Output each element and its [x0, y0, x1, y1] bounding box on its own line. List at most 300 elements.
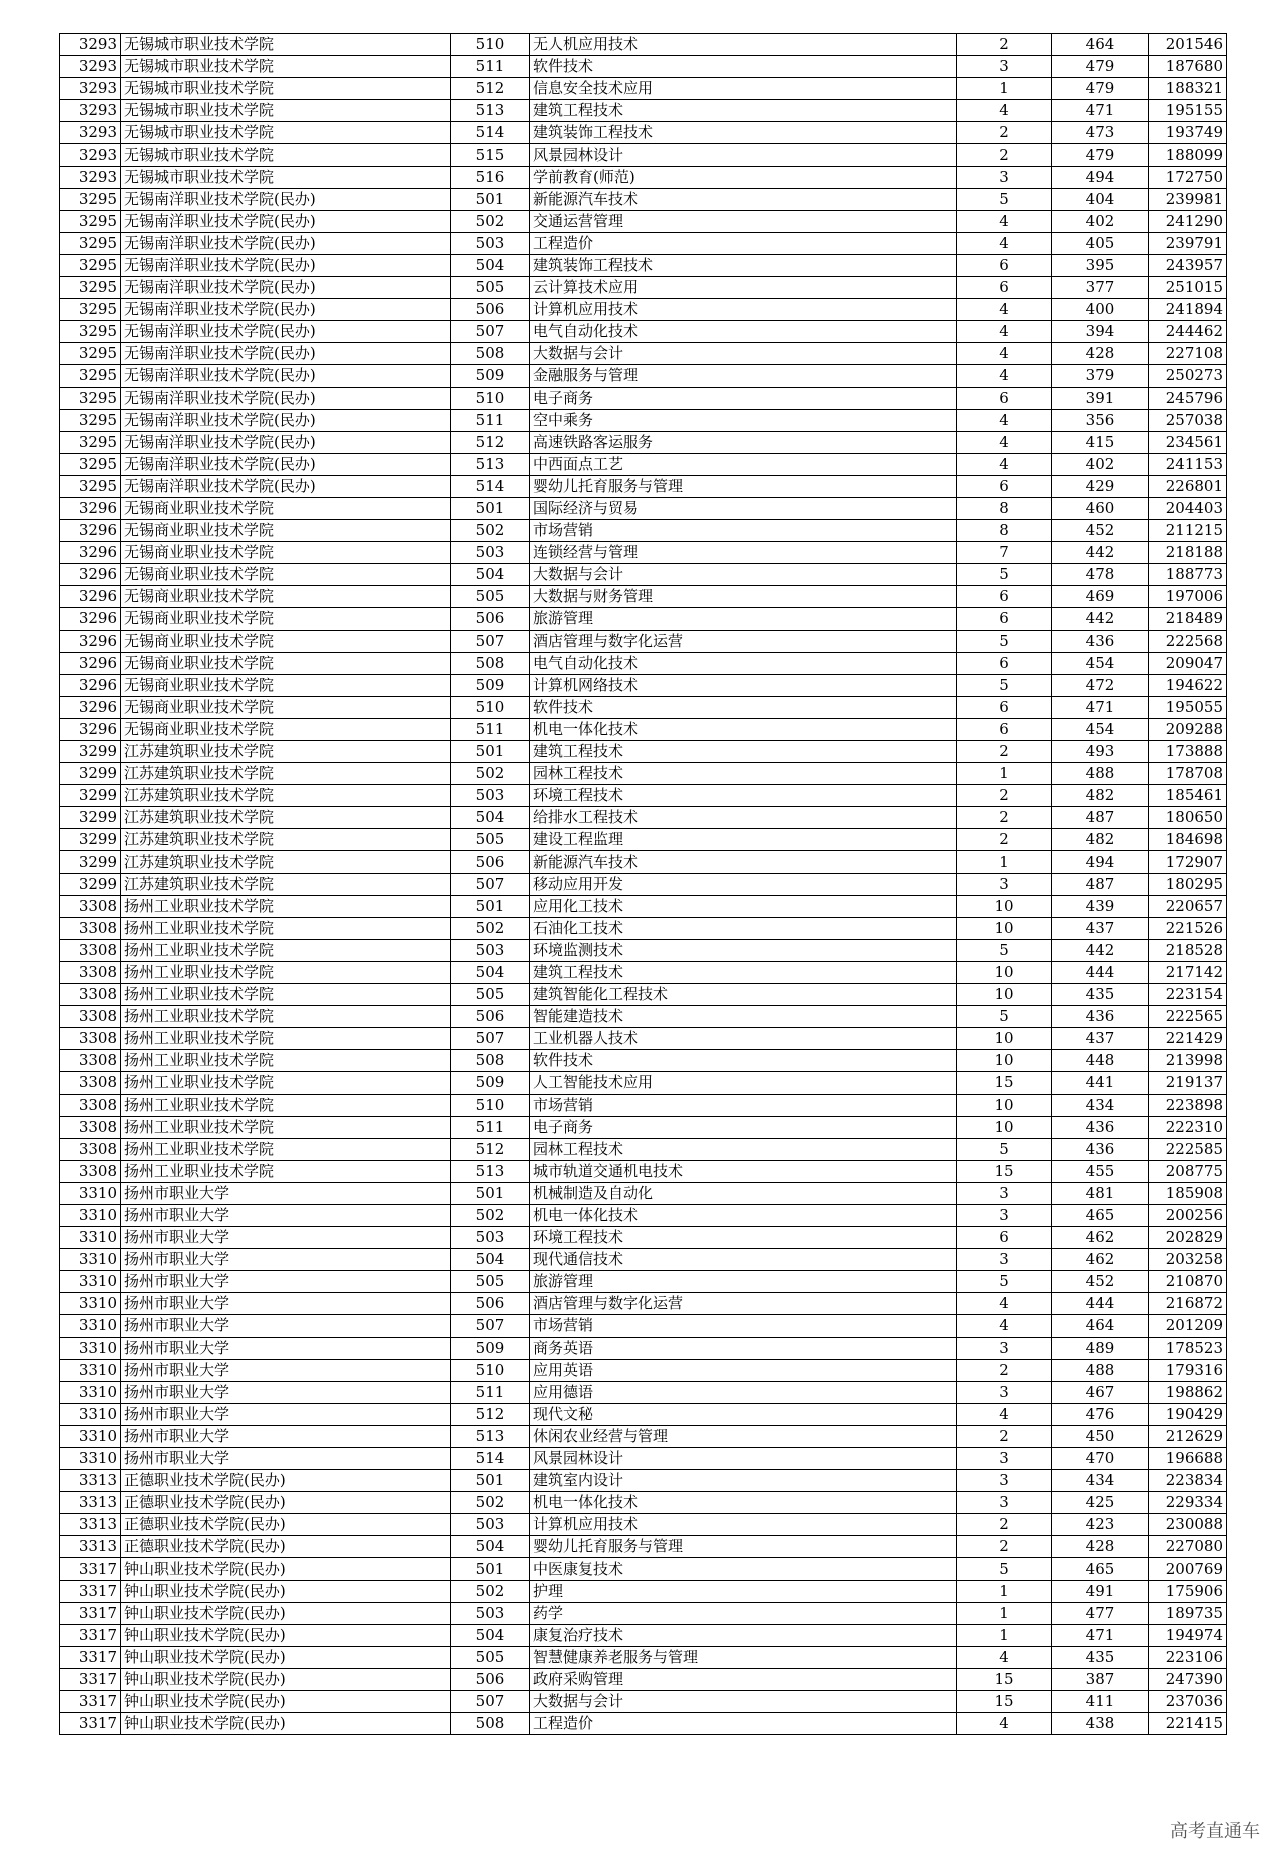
- table-row: [60, 1315, 1227, 1337]
- school-code-cell: 3296: [60, 520, 121, 542]
- table-row: [60, 299, 1227, 321]
- major-name-cell: 高速铁路客运服务: [530, 431, 957, 453]
- major-name-cell: 国际经济与贸易: [530, 497, 957, 519]
- major-name-cell: 婴幼儿托育服务与管理: [530, 475, 957, 497]
- rank-cell: 210870: [1149, 1271, 1227, 1293]
- major-name-cell: 建筑室内设计: [530, 1470, 957, 1492]
- school-name-cell: 江苏建筑职业技术学院: [121, 785, 451, 807]
- major-name-cell: 石油化工技术: [530, 917, 957, 939]
- school-code-cell: 3317: [60, 1580, 121, 1602]
- school-code-cell: 3308: [60, 1116, 121, 1138]
- major-code-cell: 511: [451, 718, 530, 740]
- school-name-cell: 扬州工业职业技术学院: [121, 1006, 451, 1028]
- school-name-cell: 钟山职业技术学院(民办): [121, 1668, 451, 1690]
- major-name-cell: 中西面点工艺: [530, 453, 957, 475]
- school-name-cell: 江苏建筑职业技术学院: [121, 873, 451, 895]
- major-name-cell: 软件技术: [530, 56, 957, 78]
- school-code-cell: 3308: [60, 939, 121, 961]
- plan-count-cell: 6: [957, 1227, 1052, 1249]
- min-score-cell: 470: [1052, 1448, 1149, 1470]
- plan-count-cell: 4: [957, 1403, 1052, 1425]
- school-name-cell: 无锡南洋职业技术学院(民办): [121, 409, 451, 431]
- major-name-cell: 建设工程监理: [530, 829, 957, 851]
- rank-cell: 222310: [1149, 1116, 1227, 1138]
- school-code-cell: 3310: [60, 1337, 121, 1359]
- min-score-cell: 391: [1052, 387, 1149, 409]
- plan-count-cell: 8: [957, 520, 1052, 542]
- table-row: [60, 475, 1227, 497]
- rank-cell: 218489: [1149, 608, 1227, 630]
- table-row: [60, 1116, 1227, 1138]
- min-score-cell: 454: [1052, 718, 1149, 740]
- school-code-cell: 3296: [60, 696, 121, 718]
- major-code-cell: 510: [451, 387, 530, 409]
- major-code-cell: 503: [451, 939, 530, 961]
- major-name-cell: 建筑装饰工程技术: [530, 122, 957, 144]
- min-score-cell: 454: [1052, 652, 1149, 674]
- school-code-cell: 3317: [60, 1691, 121, 1713]
- school-code-cell: 3295: [60, 321, 121, 343]
- table-row: [60, 1646, 1227, 1668]
- min-score-cell: 450: [1052, 1425, 1149, 1447]
- rank-cell: 221526: [1149, 917, 1227, 939]
- school-code-cell: 3295: [60, 254, 121, 276]
- major-name-cell: 新能源汽车技术: [530, 851, 957, 873]
- min-score-cell: 494: [1052, 851, 1149, 873]
- min-score-cell: 400: [1052, 299, 1149, 321]
- min-score-cell: 462: [1052, 1249, 1149, 1271]
- plan-count-cell: 4: [957, 343, 1052, 365]
- table-row: [60, 851, 1227, 873]
- plan-count-cell: 7: [957, 542, 1052, 564]
- min-score-cell: 404: [1052, 188, 1149, 210]
- table-row: [60, 542, 1227, 564]
- table-row: [60, 387, 1227, 409]
- min-score-cell: 473: [1052, 122, 1149, 144]
- rank-cell: 257038: [1149, 409, 1227, 431]
- plan-count-cell: 4: [957, 431, 1052, 453]
- min-score-cell: 482: [1052, 785, 1149, 807]
- school-code-cell: 3295: [60, 188, 121, 210]
- school-code-cell: 3296: [60, 564, 121, 586]
- table-row: [60, 1602, 1227, 1624]
- major-name-cell: 应用化工技术: [530, 895, 957, 917]
- major-name-cell: 智慧健康养老服务与管理: [530, 1646, 957, 1668]
- school-name-cell: 扬州工业职业技术学院: [121, 939, 451, 961]
- school-code-cell: 3313: [60, 1470, 121, 1492]
- plan-count-cell: 4: [957, 1315, 1052, 1337]
- table-row: [60, 210, 1227, 232]
- major-code-cell: 512: [451, 1138, 530, 1160]
- major-code-cell: 504: [451, 1624, 530, 1646]
- rank-cell: 185461: [1149, 785, 1227, 807]
- table-row: [60, 144, 1227, 166]
- major-name-cell: 风景园林设计: [530, 1448, 957, 1470]
- school-name-cell: 扬州市职业大学: [121, 1403, 451, 1425]
- school-name-cell: 无锡城市职业技术学院: [121, 78, 451, 100]
- major-code-cell: 505: [451, 829, 530, 851]
- rank-cell: 175906: [1149, 1580, 1227, 1602]
- plan-count-cell: 4: [957, 1713, 1052, 1735]
- major-code-cell: 501: [451, 188, 530, 210]
- plan-count-cell: 2: [957, 1536, 1052, 1558]
- school-code-cell: 3293: [60, 56, 121, 78]
- major-name-cell: 金融服务与管理: [530, 365, 957, 387]
- school-name-cell: 扬州工业职业技术学院: [121, 1160, 451, 1182]
- plan-count-cell: 6: [957, 718, 1052, 740]
- school-code-cell: 3295: [60, 210, 121, 232]
- major-code-cell: 508: [451, 652, 530, 674]
- school-name-cell: 扬州市职业大学: [121, 1337, 451, 1359]
- rank-cell: 230088: [1149, 1514, 1227, 1536]
- rank-cell: 226801: [1149, 475, 1227, 497]
- min-score-cell: 487: [1052, 873, 1149, 895]
- school-code-cell: 3310: [60, 1425, 121, 1447]
- min-score-cell: 444: [1052, 961, 1149, 983]
- min-score-cell: 402: [1052, 210, 1149, 232]
- min-score-cell: 455: [1052, 1160, 1149, 1182]
- plan-count-cell: 6: [957, 696, 1052, 718]
- plan-count-cell: 15: [957, 1691, 1052, 1713]
- school-name-cell: 无锡南洋职业技术学院(民办): [121, 321, 451, 343]
- major-name-cell: 新能源汽车技术: [530, 188, 957, 210]
- school-code-cell: 3310: [60, 1315, 121, 1337]
- school-code-cell: 3293: [60, 144, 121, 166]
- major-name-cell: 大数据与财务管理: [530, 586, 957, 608]
- major-code-cell: 513: [451, 1160, 530, 1182]
- school-name-cell: 无锡商业职业技术学院: [121, 696, 451, 718]
- table-row: [60, 873, 1227, 895]
- table-row: [60, 586, 1227, 608]
- school-name-cell: 江苏建筑职业技术学院: [121, 851, 451, 873]
- rank-cell: 223898: [1149, 1094, 1227, 1116]
- plan-count-cell: 3: [957, 1182, 1052, 1204]
- table-row: [60, 1448, 1227, 1470]
- school-name-cell: 扬州工业职业技术学院: [121, 895, 451, 917]
- plan-count-cell: 4: [957, 232, 1052, 254]
- min-score-cell: 477: [1052, 1602, 1149, 1624]
- school-code-cell: 3296: [60, 542, 121, 564]
- school-code-cell: 3317: [60, 1602, 121, 1624]
- rank-cell: 227108: [1149, 343, 1227, 365]
- major-code-cell: 503: [451, 542, 530, 564]
- plan-count-cell: 5: [957, 1558, 1052, 1580]
- rank-cell: 247390: [1149, 1668, 1227, 1690]
- school-name-cell: 无锡南洋职业技术学院(民办): [121, 232, 451, 254]
- rank-cell: 218188: [1149, 542, 1227, 564]
- major-name-cell: 给排水工程技术: [530, 807, 957, 829]
- major-name-cell: 药学: [530, 1602, 957, 1624]
- rank-cell: 209047: [1149, 652, 1227, 674]
- major-code-cell: 506: [451, 299, 530, 321]
- min-score-cell: 491: [1052, 1580, 1149, 1602]
- min-score-cell: 465: [1052, 1204, 1149, 1226]
- table-row: [60, 277, 1227, 299]
- school-name-cell: 钟山职业技术学院(民办): [121, 1646, 451, 1668]
- school-code-cell: 3310: [60, 1271, 121, 1293]
- school-code-cell: 3299: [60, 807, 121, 829]
- school-name-cell: 钟山职业技术学院(民办): [121, 1624, 451, 1646]
- rank-cell: 188773: [1149, 564, 1227, 586]
- major-code-cell: 502: [451, 1204, 530, 1226]
- school-code-cell: 3317: [60, 1668, 121, 1690]
- school-code-cell: 3308: [60, 1006, 121, 1028]
- table-row: [60, 1094, 1227, 1116]
- table-row: [60, 1072, 1227, 1094]
- table-row: [60, 961, 1227, 983]
- min-score-cell: 488: [1052, 1359, 1149, 1381]
- school-name-cell: 扬州市职业大学: [121, 1271, 451, 1293]
- major-code-cell: 506: [451, 851, 530, 873]
- school-code-cell: 3293: [60, 34, 121, 56]
- rank-cell: 190429: [1149, 1403, 1227, 1425]
- school-name-cell: 扬州市职业大学: [121, 1381, 451, 1403]
- min-score-cell: 436: [1052, 1116, 1149, 1138]
- major-code-cell: 514: [451, 122, 530, 144]
- min-score-cell: 471: [1052, 100, 1149, 122]
- rank-cell: 180295: [1149, 873, 1227, 895]
- school-name-cell: 无锡城市职业技术学院: [121, 34, 451, 56]
- major-code-cell: 510: [451, 34, 530, 56]
- table-row: [60, 1403, 1227, 1425]
- school-name-cell: 无锡商业职业技术学院: [121, 718, 451, 740]
- plan-count-cell: 4: [957, 409, 1052, 431]
- table-row: [60, 741, 1227, 763]
- plan-count-cell: 6: [957, 475, 1052, 497]
- plan-count-cell: 2: [957, 1359, 1052, 1381]
- rank-cell: 220657: [1149, 895, 1227, 917]
- school-code-cell: 3317: [60, 1624, 121, 1646]
- school-name-cell: 无锡南洋职业技术学院(民办): [121, 453, 451, 475]
- school-name-cell: 无锡南洋职业技术学院(民办): [121, 387, 451, 409]
- min-score-cell: 387: [1052, 1668, 1149, 1690]
- school-code-cell: 3295: [60, 431, 121, 453]
- major-name-cell: 商务英语: [530, 1337, 957, 1359]
- table-row: [60, 1182, 1227, 1204]
- min-score-cell: 423: [1052, 1514, 1149, 1536]
- plan-count-cell: 3: [957, 1249, 1052, 1271]
- school-name-cell: 正德职业技术学院(民办): [121, 1536, 451, 1558]
- table-row: [60, 652, 1227, 674]
- rank-cell: 222568: [1149, 630, 1227, 652]
- rank-cell: 193749: [1149, 122, 1227, 144]
- major-name-cell: 康复治疗技术: [530, 1624, 957, 1646]
- min-score-cell: 472: [1052, 674, 1149, 696]
- school-code-cell: 3296: [60, 674, 121, 696]
- min-score-cell: 465: [1052, 1558, 1149, 1580]
- rank-cell: 200256: [1149, 1204, 1227, 1226]
- plan-count-cell: 15: [957, 1160, 1052, 1182]
- major-name-cell: 智能建造技术: [530, 1006, 957, 1028]
- school-code-cell: 3299: [60, 741, 121, 763]
- plan-count-cell: 2: [957, 122, 1052, 144]
- rank-cell: 241290: [1149, 210, 1227, 232]
- school-name-cell: 正德职业技术学院(民办): [121, 1492, 451, 1514]
- min-score-cell: 437: [1052, 1028, 1149, 1050]
- major-code-cell: 504: [451, 1536, 530, 1558]
- plan-count-cell: 4: [957, 1293, 1052, 1315]
- school-name-cell: 无锡城市职业技术学院: [121, 144, 451, 166]
- plan-count-cell: 5: [957, 1271, 1052, 1293]
- major-code-cell: 502: [451, 1492, 530, 1514]
- major-name-cell: 风景园林设计: [530, 144, 957, 166]
- major-code-cell: 509: [451, 674, 530, 696]
- min-score-cell: 435: [1052, 984, 1149, 1006]
- rank-cell: 188321: [1149, 78, 1227, 100]
- school-code-cell: 3317: [60, 1713, 121, 1735]
- school-code-cell: 3308: [60, 917, 121, 939]
- major-code-cell: 501: [451, 1470, 530, 1492]
- min-score-cell: 379: [1052, 365, 1149, 387]
- school-name-cell: 江苏建筑职业技术学院: [121, 741, 451, 763]
- school-code-cell: 3295: [60, 387, 121, 409]
- rank-cell: 218528: [1149, 939, 1227, 961]
- major-code-cell: 506: [451, 1668, 530, 1690]
- min-score-cell: 394: [1052, 321, 1149, 343]
- plan-count-cell: 4: [957, 453, 1052, 475]
- min-score-cell: 395: [1052, 254, 1149, 276]
- plan-count-cell: 2: [957, 807, 1052, 829]
- min-score-cell: 462: [1052, 1227, 1149, 1249]
- major-name-cell: 市场营销: [530, 520, 957, 542]
- table-row: [60, 321, 1227, 343]
- major-code-cell: 507: [451, 630, 530, 652]
- rank-cell: 241153: [1149, 453, 1227, 475]
- min-score-cell: 438: [1052, 1713, 1149, 1735]
- rank-cell: 245796: [1149, 387, 1227, 409]
- major-code-cell: 514: [451, 475, 530, 497]
- plan-count-cell: 4: [957, 1646, 1052, 1668]
- rank-cell: 221429: [1149, 1028, 1227, 1050]
- table-row: [60, 939, 1227, 961]
- plan-count-cell: 5: [957, 188, 1052, 210]
- plan-count-cell: 3: [957, 1448, 1052, 1470]
- major-name-cell: 园林工程技术: [530, 1138, 957, 1160]
- table-row: [60, 1006, 1227, 1028]
- school-name-cell: 无锡城市职业技术学院: [121, 166, 451, 188]
- school-code-cell: 3296: [60, 718, 121, 740]
- major-code-cell: 503: [451, 1514, 530, 1536]
- school-name-cell: 扬州市职业大学: [121, 1249, 451, 1271]
- school-name-cell: 扬州市职业大学: [121, 1182, 451, 1204]
- rank-cell: 239981: [1149, 188, 1227, 210]
- major-code-cell: 509: [451, 365, 530, 387]
- table-row: [60, 1227, 1227, 1249]
- school-name-cell: 扬州工业职业技术学院: [121, 1050, 451, 1072]
- major-name-cell: 建筑装饰工程技术: [530, 254, 957, 276]
- major-name-cell: 移动应用开发: [530, 873, 957, 895]
- school-code-cell: 3308: [60, 1028, 121, 1050]
- school-code-cell: 3317: [60, 1558, 121, 1580]
- table-row: [60, 78, 1227, 100]
- table-row: [60, 1160, 1227, 1182]
- rank-cell: 197006: [1149, 586, 1227, 608]
- plan-count-cell: 10: [957, 1050, 1052, 1072]
- major-code-cell: 501: [451, 1182, 530, 1204]
- table-row: [60, 1425, 1227, 1447]
- school-code-cell: 3293: [60, 166, 121, 188]
- school-name-cell: 扬州市职业大学: [121, 1315, 451, 1337]
- school-name-cell: 扬州市职业大学: [121, 1448, 451, 1470]
- major-code-cell: 504: [451, 564, 530, 586]
- school-code-cell: 3295: [60, 232, 121, 254]
- school-code-cell: 3310: [60, 1359, 121, 1381]
- plan-count-cell: 10: [957, 1028, 1052, 1050]
- rank-cell: 195055: [1149, 696, 1227, 718]
- major-code-cell: 507: [451, 1315, 530, 1337]
- min-score-cell: 476: [1052, 1403, 1149, 1425]
- school-name-cell: 无锡南洋职业技术学院(民办): [121, 210, 451, 232]
- table-row: [60, 166, 1227, 188]
- school-code-cell: 3299: [60, 829, 121, 851]
- school-code-cell: 3308: [60, 1050, 121, 1072]
- school-name-cell: 钟山职业技术学院(民办): [121, 1602, 451, 1624]
- school-name-cell: 无锡城市职业技术学院: [121, 100, 451, 122]
- plan-count-cell: 3: [957, 56, 1052, 78]
- major-name-cell: 电子商务: [530, 387, 957, 409]
- min-score-cell: 441: [1052, 1072, 1149, 1094]
- major-name-cell: 建筑工程技术: [530, 961, 957, 983]
- major-name-cell: 机械制造及自动化: [530, 1182, 957, 1204]
- major-name-cell: 软件技术: [530, 1050, 957, 1072]
- table-row: [60, 188, 1227, 210]
- school-code-cell: 3299: [60, 763, 121, 785]
- rank-cell: 194974: [1149, 1624, 1227, 1646]
- plan-count-cell: 3: [957, 1204, 1052, 1226]
- major-name-cell: 护理: [530, 1580, 957, 1602]
- plan-count-cell: 10: [957, 984, 1052, 1006]
- major-code-cell: 503: [451, 232, 530, 254]
- school-code-cell: 3293: [60, 78, 121, 100]
- school-name-cell: 扬州工业职业技术学院: [121, 1072, 451, 1094]
- table-row: [60, 34, 1227, 56]
- major-name-cell: 机电一体化技术: [530, 1492, 957, 1514]
- plan-count-cell: 2: [957, 741, 1052, 763]
- table-row: [60, 1204, 1227, 1226]
- plan-count-cell: 1: [957, 1602, 1052, 1624]
- major-name-cell: 环境监测技术: [530, 939, 957, 961]
- plan-count-cell: 3: [957, 166, 1052, 188]
- major-code-cell: 507: [451, 1028, 530, 1050]
- school-code-cell: 3310: [60, 1249, 121, 1271]
- plan-count-cell: 6: [957, 608, 1052, 630]
- school-code-cell: 3295: [60, 475, 121, 497]
- table-row: [60, 1713, 1227, 1735]
- school-name-cell: 钟山职业技术学院(民办): [121, 1713, 451, 1735]
- min-score-cell: 428: [1052, 1536, 1149, 1558]
- min-score-cell: 434: [1052, 1470, 1149, 1492]
- table-row: [60, 122, 1227, 144]
- school-code-cell: 3295: [60, 277, 121, 299]
- major-name-cell: 政府采购管理: [530, 1668, 957, 1690]
- school-name-cell: 无锡南洋职业技术学院(民办): [121, 365, 451, 387]
- plan-count-cell: 1: [957, 1624, 1052, 1646]
- major-name-cell: 云计算技术应用: [530, 277, 957, 299]
- school-code-cell: 3308: [60, 984, 121, 1006]
- school-name-cell: 扬州工业职业技术学院: [121, 1028, 451, 1050]
- school-code-cell: 3313: [60, 1492, 121, 1514]
- major-code-cell: 502: [451, 1580, 530, 1602]
- table-body: [60, 34, 1227, 1735]
- major-code-cell: 505: [451, 984, 530, 1006]
- table-row: [60, 1514, 1227, 1536]
- school-code-cell: 3313: [60, 1536, 121, 1558]
- rank-cell: 184698: [1149, 829, 1227, 851]
- major-code-cell: 510: [451, 1359, 530, 1381]
- major-name-cell: 大数据与会计: [530, 343, 957, 365]
- school-name-cell: 无锡商业职业技术学院: [121, 674, 451, 696]
- min-score-cell: 488: [1052, 763, 1149, 785]
